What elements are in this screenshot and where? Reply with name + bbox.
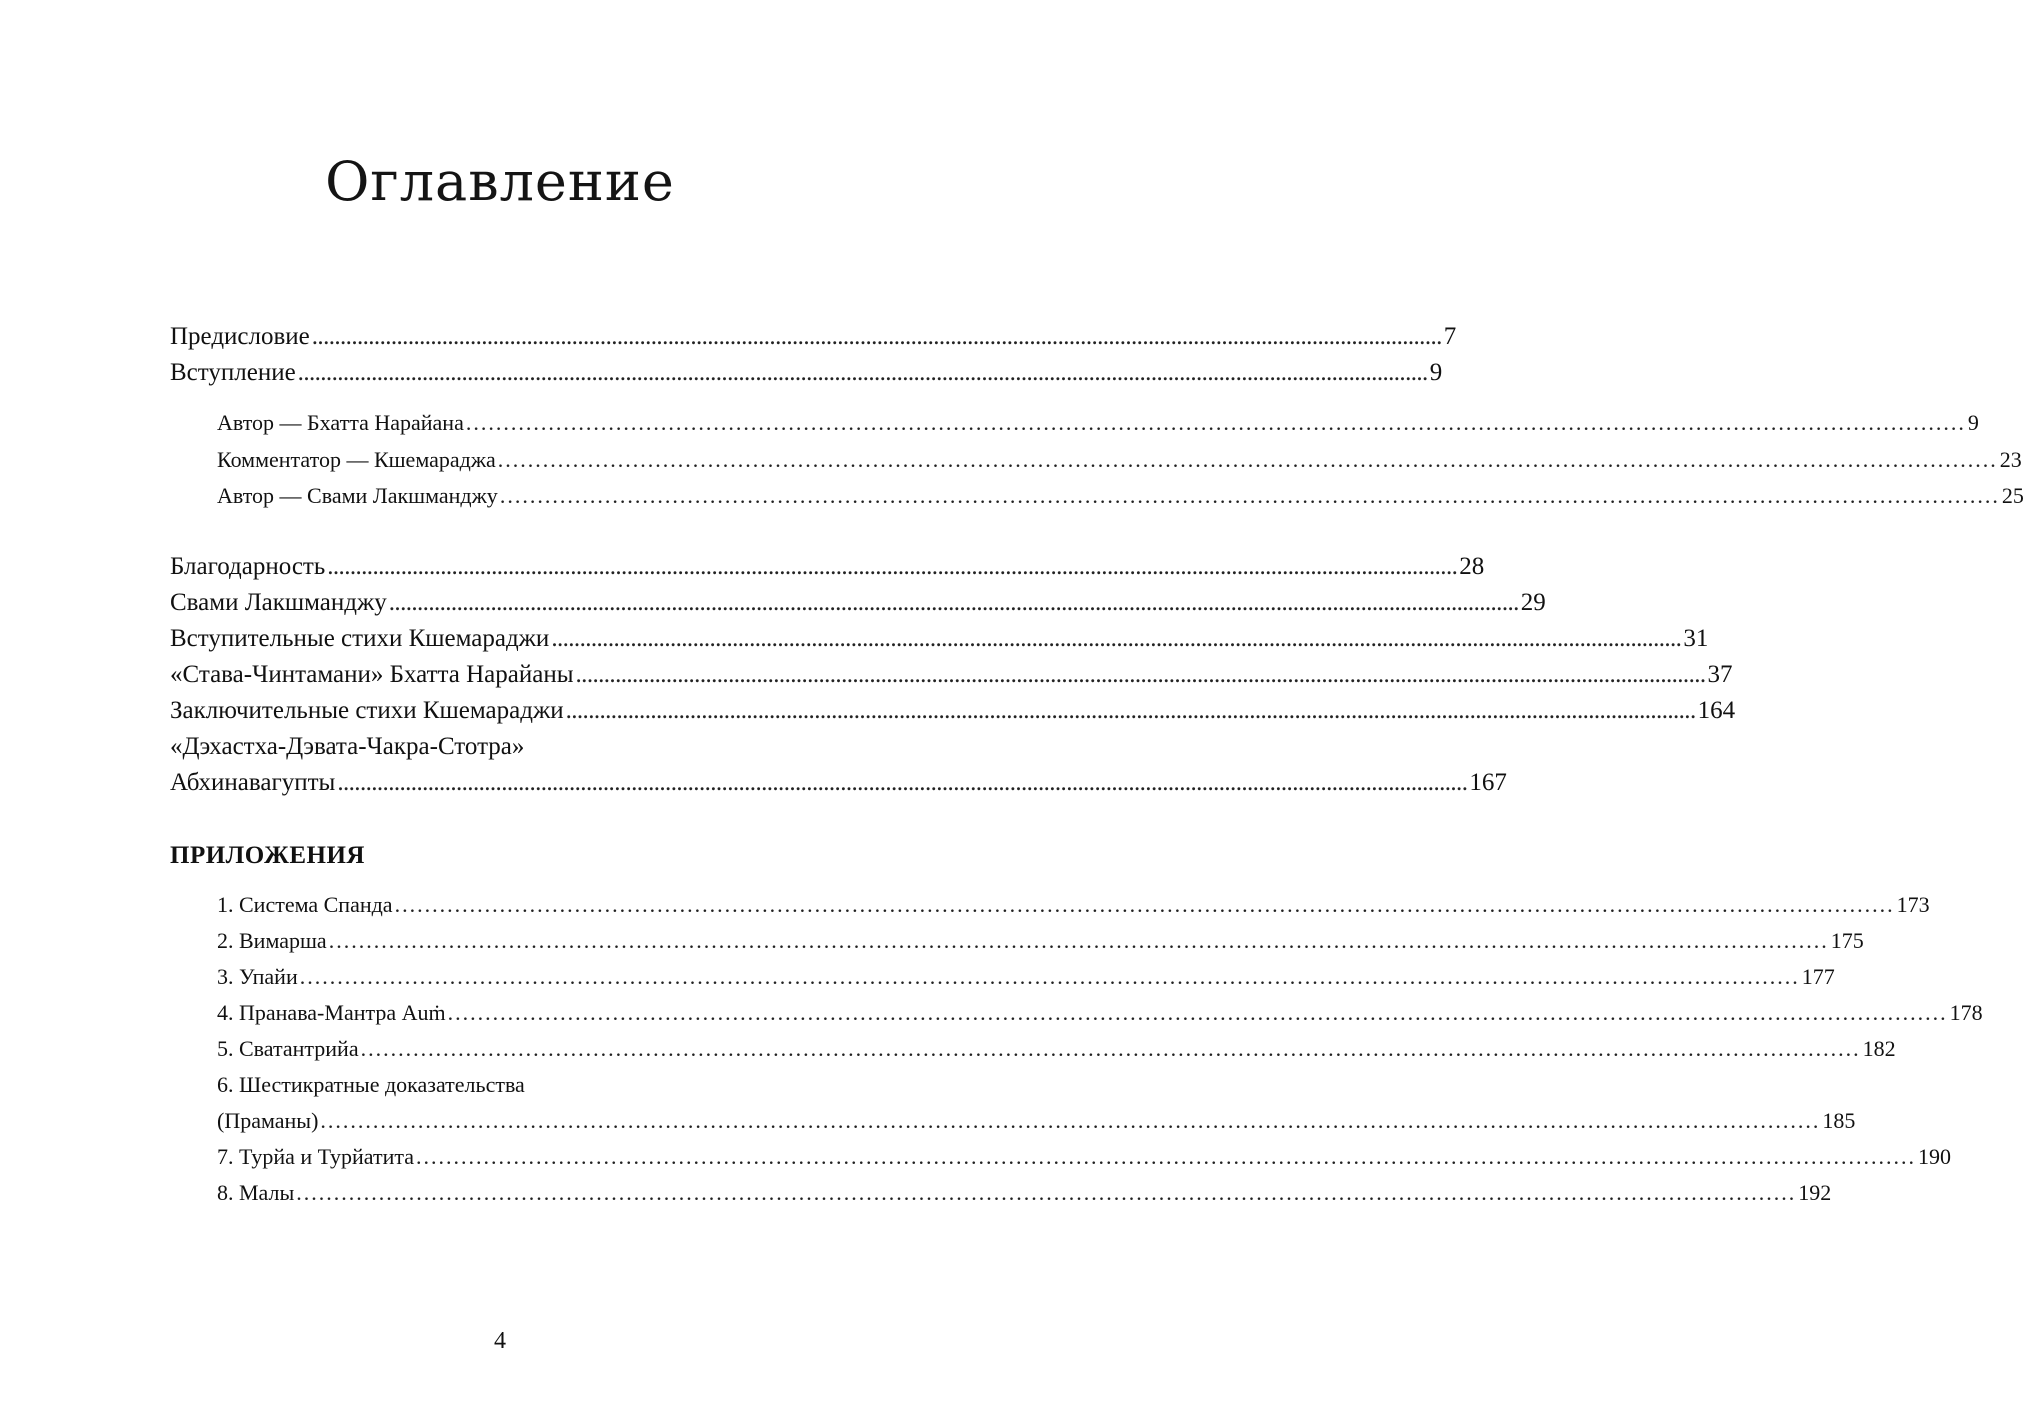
appendix-entry[interactable] xyxy=(217,1000,1983,1026)
dot-leader: ........................................................................................................................................................................................................ xyxy=(565,697,1696,724)
dot-leader: ........................................................................................................................................................................................................ xyxy=(327,553,1458,580)
toc-entry-label: Заключительные стихи Кшемараджи xyxy=(170,697,564,724)
appendix-entry[interactable] xyxy=(217,1036,1896,1062)
toc-entry[interactable] xyxy=(170,323,1457,351)
toc-entry[interactable] xyxy=(170,553,1485,581)
toc-entry[interactable] xyxy=(170,769,1507,797)
toc-entry-page: 9 xyxy=(1967,410,1979,435)
toc-entry-label: Благодарность xyxy=(170,553,326,580)
toc-entry-page: 23 xyxy=(1999,447,2022,472)
dot-leader: ........................................................................................................................................................................................................ xyxy=(328,928,1829,953)
toc-entry-label: 5. Сватантрийа xyxy=(217,1036,359,1061)
dot-leader: ........................................................................................................................................................................................................ xyxy=(337,769,1468,796)
toc-entry-page: 164 xyxy=(1697,697,1736,724)
toc-entry-page: 177 xyxy=(1801,964,1835,989)
toc-entry-page: 28 xyxy=(1459,553,1485,580)
toc-entry-label: 3. Упайи xyxy=(217,964,298,989)
toc-entry-label: 4. Пранава-Мантра Auṁ xyxy=(217,1000,446,1025)
appendix-entry[interactable] xyxy=(217,928,1864,954)
toc-entry[interactable] xyxy=(170,661,1733,689)
toc-subentry[interactable] xyxy=(217,483,2024,509)
dot-leader: ........................................................................................................................................................................................................ xyxy=(575,661,1706,688)
dot-leader: ........................................................................................................................................................................................................ xyxy=(320,1108,1821,1133)
toc-entry-page: 175 xyxy=(1830,928,1864,953)
toc-entry-page: 37 xyxy=(1707,661,1733,688)
dot-leader: ........................................................................................................................................................................................................ xyxy=(388,589,1519,616)
toc-entry-label: 1. Система Спанда xyxy=(217,892,393,917)
toc-entry-page: 31 xyxy=(1683,625,1709,652)
page-number: 4 xyxy=(494,1328,506,1354)
dot-leader: ........................................................................................................................................................................................................ xyxy=(497,447,1998,472)
toc-entry-label: 7. Турйа и Турйатита xyxy=(217,1144,415,1169)
toc-entry-label-line[interactable]: «Дэхастха-Дэвата-Чакра-Стотра» xyxy=(170,733,525,760)
toc-entry[interactable] xyxy=(170,589,1546,617)
toc-entry-page: 173 xyxy=(1896,892,1930,917)
toc-entry-label: 2. Вимарша xyxy=(217,928,327,953)
dot-leader: ........................................................................................................................................................................................................ xyxy=(299,964,1800,989)
dot-leader: ........................................................................................................................................................................................................ xyxy=(416,1144,1917,1169)
toc-entry[interactable] xyxy=(170,697,1736,725)
toc-entry-page: 9 xyxy=(1429,359,1443,386)
toc-entry-label: Абхинавагупты xyxy=(170,769,336,796)
toc-entry[interactable] xyxy=(170,625,1709,653)
appendix-entry[interactable] xyxy=(217,892,1930,918)
dot-leader: ........................................................................................................................................................................................................ xyxy=(465,410,1966,435)
toc-entry-page: 182 xyxy=(1862,1036,1896,1061)
dot-leader: ........................................................................................................................................................................................................ xyxy=(296,1180,1797,1205)
appendix-entry-label-line[interactable]: 6. Шестикратные доказательства xyxy=(217,1072,525,1097)
toc-entry-page: 167 xyxy=(1469,769,1507,796)
dot-leader: ........................................................................................................................................................................................................ xyxy=(447,1000,1948,1025)
toc-entry-label: 8. Малы xyxy=(217,1180,295,1205)
appendix-heading: ПРИЛОЖЕНИЯ xyxy=(170,842,365,869)
toc-subentry[interactable] xyxy=(217,410,1979,436)
toc-subentry[interactable] xyxy=(217,447,2022,473)
toc-entry-page: 29 xyxy=(1520,589,1546,616)
toc-entry-label: Комментатор — Кшемараджа xyxy=(217,447,496,472)
toc-entry-page: 185 xyxy=(1822,1108,1856,1133)
toc-entry-label: Вступительные стихи Кшемараджи xyxy=(170,625,550,652)
toc-entry-label: Предисловие xyxy=(170,323,310,350)
toc-entry-label: «Става-Чинтамани» Бхатта Нарайаны xyxy=(170,661,574,688)
toc-entry-label: (Праманы) xyxy=(217,1108,319,1133)
appendix-entry[interactable] xyxy=(217,1108,1856,1134)
toc-entry[interactable] xyxy=(170,359,1443,387)
toc-entry-label: Вступление xyxy=(170,359,296,386)
toc-entry-page: 192 xyxy=(1798,1180,1832,1205)
toc-entry-label: Свами Лакшманджу xyxy=(170,589,387,616)
toc-entry-label: Автор — Бхатта Нарайана xyxy=(217,410,464,435)
dot-leader: ........................................................................................................................................................................................................ xyxy=(499,483,2000,508)
toc-entry-label: Автор — Свами Лакшманджу xyxy=(217,483,498,508)
dot-leader: ........................................................................................................................................................................................................ xyxy=(394,892,1895,917)
appendix-entry[interactable] xyxy=(217,964,1835,990)
dot-leader: ........................................................................................................................................................................................................ xyxy=(311,323,1442,350)
page-title: Оглавление xyxy=(325,150,675,213)
toc-entry-page: 190 xyxy=(1918,1144,1952,1169)
appendix-entry[interactable] xyxy=(217,1180,1832,1206)
dot-leader: ........................................................................................................................................................................................................ xyxy=(297,359,1428,386)
toc-entry-page: 7 xyxy=(1443,323,1457,350)
toc-entry-page: 178 xyxy=(1949,1000,1983,1025)
appendix-entry[interactable] xyxy=(217,1144,1952,1170)
dot-leader: ........................................................................................................................................................................................................ xyxy=(551,625,1682,652)
toc-entry-page: 25 xyxy=(2001,483,2024,508)
dot-leader: ........................................................................................................................................................................................................ xyxy=(360,1036,1861,1061)
